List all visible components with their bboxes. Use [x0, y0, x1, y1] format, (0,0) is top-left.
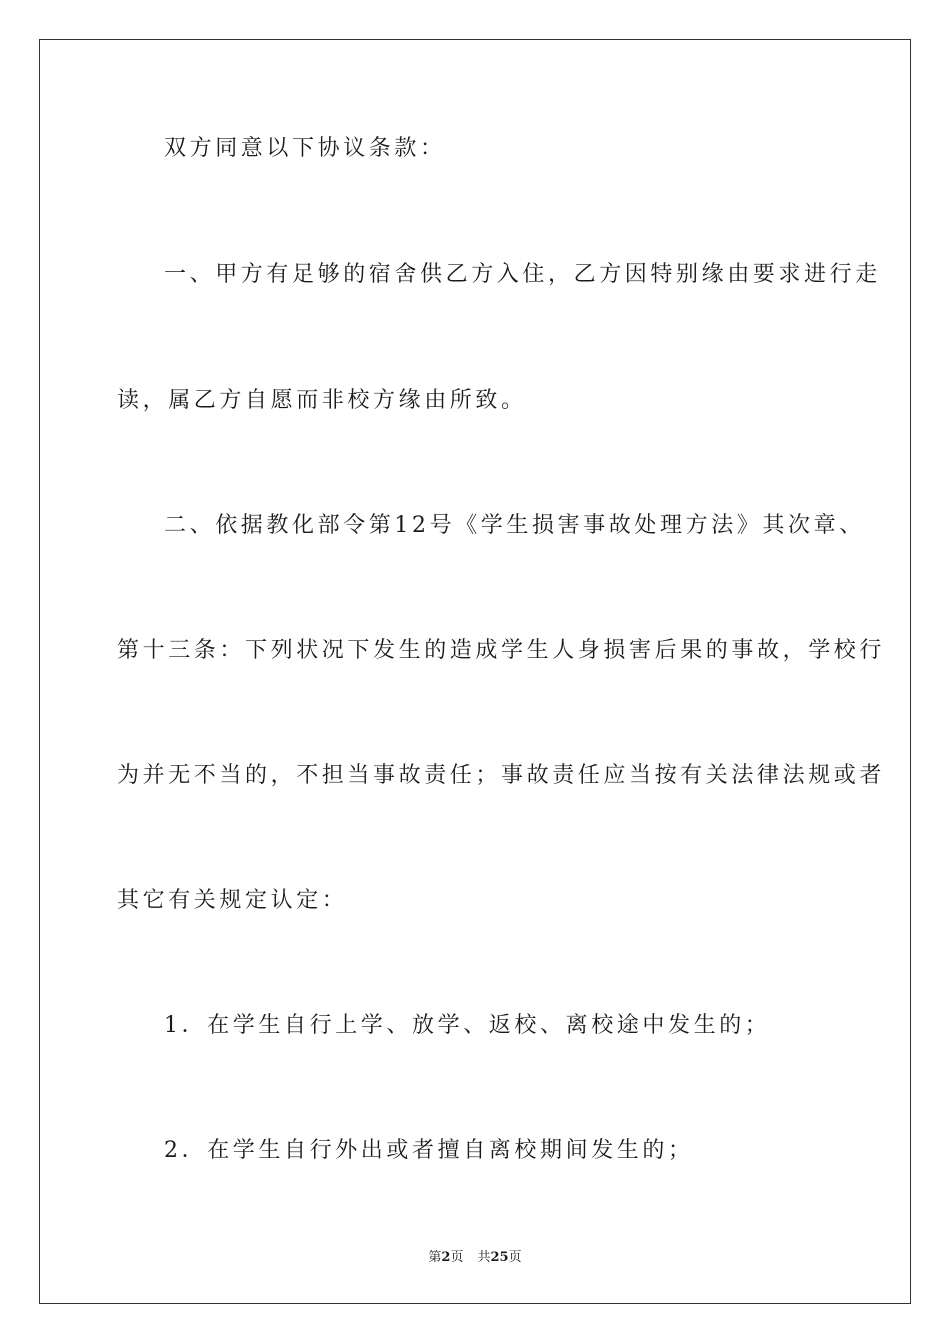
list-item-2: 2．在学生自行外出或者擅自离校期间发生的； [164, 1138, 694, 1163]
page-border [39, 39, 911, 1304]
footer-total-prefix: 共 [477, 1250, 491, 1265]
page-footer [0, 1246, 950, 1265]
footer-page-suffix: 页 [450, 1250, 464, 1265]
paragraph-clause-1-line-2: 读，属乙方自愿而非校方缘由所致。 [117, 388, 527, 413]
footer-page-number: 2 [441, 1250, 451, 1265]
paragraph-clause-2-line-4: 其它有关规定认定： [117, 888, 348, 913]
paragraph-intro: 双方同意以下协议条款： [164, 136, 446, 161]
paragraph-clause-2-line-1: 二、依据教化部令第12号《学生损害事故处理方法》其次章、 [164, 513, 865, 538]
paragraph-clause-1-line-1: 一、甲方有足够的宿舍供乙方入住，乙方因特别缘由要求进行走 [164, 262, 881, 287]
paragraph-clause-2-line-2: 第十三条：下列状况下发生的造成学生人身损害后果的事故，学校行 [117, 638, 886, 663]
paragraph-clause-2-line-3: 为并无不当的，不担当事故责任；事故责任应当按有关法律法规或者 [117, 763, 886, 788]
list-item-1: 1．在学生自行上学、放学、返校、离校途中发生的； [164, 1013, 771, 1038]
footer-page-prefix: 第 [428, 1250, 442, 1265]
footer-total-number: 25 [490, 1250, 509, 1265]
footer-total-suffix: 页 [508, 1250, 522, 1265]
